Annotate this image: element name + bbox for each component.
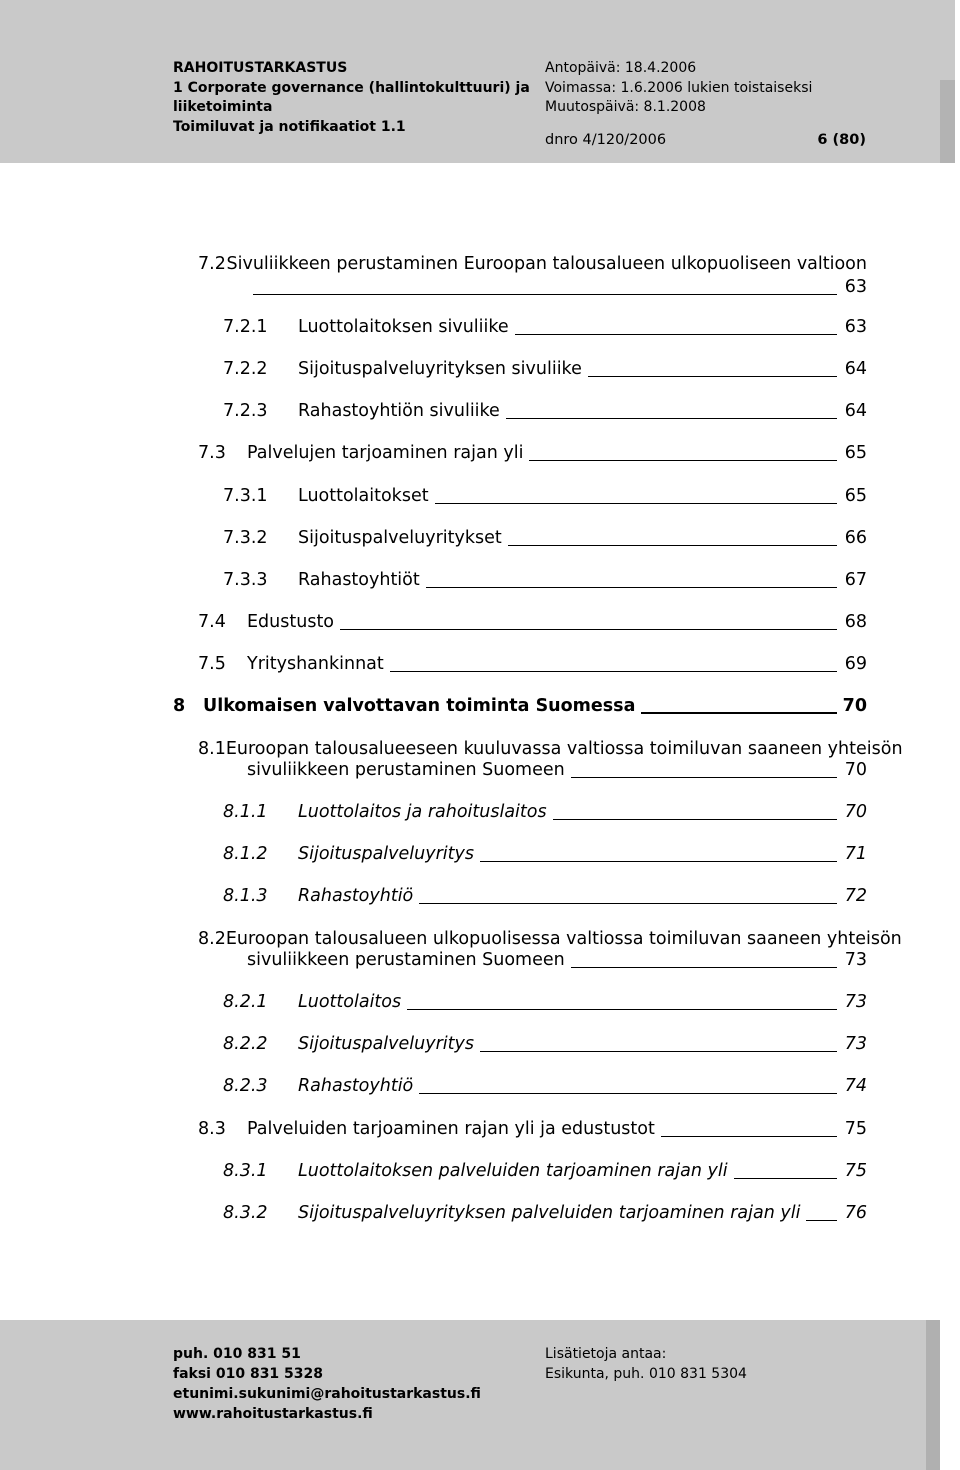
toc-entry[interactable]	[223, 1161, 867, 1182]
toc-number: 8.1.1	[223, 802, 268, 822]
toc-page: 63	[844, 277, 867, 297]
toc-leader	[426, 587, 837, 588]
toc-entry[interactable]	[223, 802, 867, 823]
toc-number: 7.5	[198, 654, 226, 674]
toc-title: Rahastoyhtiöt	[298, 570, 420, 590]
toc-number: 7.3	[198, 443, 226, 463]
issued-date: Antopäivä: 18.4.2006	[545, 60, 697, 76]
toc-entry[interactable]	[223, 1034, 867, 1055]
toc-number: 8.1	[198, 739, 226, 759]
org-name: RAHOITUSTARKASTUS	[173, 60, 348, 76]
toc-number: 7.2.1	[223, 317, 268, 337]
toc-title: Luottolaitos	[298, 992, 402, 1012]
header-shadow	[940, 80, 955, 163]
toc-title-continued: sivuliikkeen perustaminen Suomeen	[247, 760, 565, 780]
toc-number: 8.1.3	[223, 886, 268, 906]
toc-title: Yrityshankinnat	[247, 654, 384, 674]
toc-page: 75	[844, 1119, 867, 1139]
toc-entry[interactable]	[198, 1119, 867, 1140]
toc-title: Luottolaitos ja rahoituslaitos	[298, 802, 547, 822]
toc-title: Edustusto	[247, 612, 335, 632]
toc-leader	[419, 1093, 837, 1094]
toc-page: 73	[844, 992, 867, 1012]
toc-leader	[571, 967, 837, 968]
toc-leader	[390, 671, 837, 672]
toc-entry[interactable]	[223, 1076, 867, 1097]
toc-leader	[734, 1178, 837, 1179]
toc-page: 74	[844, 1076, 867, 1096]
header-section-line: 1 Corporate governance (hallintokulttuuri) ja	[173, 79, 530, 96]
toc-number: 7.3.3	[223, 570, 268, 590]
toc-number: 8.2.2	[223, 1034, 268, 1054]
toc-number: 8.3	[198, 1119, 226, 1139]
toc-page: 70	[844, 760, 867, 780]
toc-title: Euroopan talousalueen ulkopuolisessa valtiossa toimiluvan saaneen yhteisön	[225, 929, 902, 949]
toc-title: Sijoituspalveluyritykset	[298, 528, 502, 548]
toc-entry-chapter[interactable]	[173, 696, 867, 717]
header-right	[545, 59, 875, 150]
toc-title: Ulkomaisen valvottavan toiminta Suomessa	[203, 696, 636, 716]
toc-entry[interactable]	[223, 886, 867, 907]
toc-title: Rahastoyhtiö	[298, 886, 414, 906]
toc-title-continued: sivuliikkeen perustaminen Suomeen	[247, 950, 565, 970]
toc-entry[interactable]	[198, 254, 867, 298]
toc-entry[interactable]	[223, 1203, 867, 1224]
toc-title: Sijoituspalveluyrityksen palveluiden tarjoaminen rajan yli	[298, 1203, 801, 1223]
modified-date: Muutospäivä: 8.1.2008	[545, 99, 706, 115]
toc-page: 73	[844, 950, 867, 970]
toc-entry[interactable]	[223, 844, 867, 865]
toc-page: 71	[844, 844, 867, 864]
toc-entry[interactable]	[223, 992, 867, 1013]
header-subsection-line: Toimiluvat ja notifikaatiot 1.1	[173, 118, 406, 135]
valid-date: Voimassa: 1.6.2006 lukien toistaiseksi	[545, 79, 813, 96]
toc-page: 70	[842, 696, 867, 716]
toc-page: 72	[844, 886, 867, 906]
toc-leader	[806, 1220, 837, 1221]
toc-leader	[571, 777, 837, 778]
toc-number: 7.2.2	[223, 359, 268, 379]
toc-number: 8.2.1	[223, 992, 268, 1012]
toc-entry[interactable]	[198, 929, 902, 971]
toc-entry[interactable]	[223, 570, 867, 591]
toc-leader	[515, 334, 837, 335]
toc-number: 8.2.3	[223, 1076, 268, 1096]
toc-leader	[506, 418, 837, 419]
toc-entry[interactable]	[223, 528, 867, 549]
toc-entry[interactable]	[198, 739, 903, 781]
toc-leader	[253, 294, 837, 295]
toc-leader	[480, 861, 837, 862]
toc-title: Palveluiden tarjoaminen rajan yli ja edustustot	[247, 1119, 655, 1139]
footer-phone: puh. 010 831 51	[173, 1346, 301, 1362]
toc-number: 7.2	[198, 254, 226, 274]
footer-right	[545, 1344, 747, 1384]
toc-leader	[553, 819, 837, 820]
toc-number: 7.4	[198, 612, 226, 632]
toc-number: 8	[173, 696, 186, 716]
footer-website[interactable]: www.rahoitustarkastus.fi	[173, 1406, 373, 1422]
toc-leader	[340, 629, 837, 630]
toc-page: 69	[844, 654, 867, 674]
toc-leader	[435, 503, 837, 504]
toc-title: Palvelujen tarjoaminen rajan yli	[247, 443, 524, 463]
toc-title: Luottolaitoksen sivuliike	[298, 317, 509, 337]
toc-leader	[661, 1136, 837, 1137]
toc-page: 63	[844, 317, 867, 337]
toc-page: 70	[844, 802, 867, 822]
toc-title: Rahastoyhtiön sivuliike	[298, 401, 500, 421]
toc-entry[interactable]	[223, 359, 867, 380]
toc-title: Sijoituspalveluyrityksen sivuliike	[298, 359, 582, 379]
toc-entry[interactable]	[223, 317, 867, 338]
page-number: 6 (80)	[817, 131, 866, 148]
toc-entry[interactable]	[198, 612, 867, 633]
toc-page: 64	[844, 401, 867, 421]
toc-number: 8.3.1	[223, 1161, 268, 1181]
footer-shadow	[926, 1320, 940, 1470]
toc-number: 8.3.2	[223, 1203, 268, 1223]
toc-title: Luottolaitoksen palveluiden tarjoaminen rajan yli	[298, 1161, 728, 1181]
toc-page: 73	[844, 1034, 867, 1054]
toc-page: 66	[844, 528, 867, 548]
toc-leader	[588, 376, 837, 377]
header-section-line: liiketoiminta	[173, 99, 273, 115]
toc-number: 8.2	[198, 929, 226, 949]
toc-number: 8.1.2	[223, 844, 268, 864]
toc-entry[interactable]	[223, 401, 867, 422]
toc-title: Sivuliikkeen perustaminen Euroopan talousalueen ulkopuoliseen valtioon	[226, 254, 867, 274]
toc-number: 7.3.2	[223, 528, 268, 548]
toc-page: 65	[844, 486, 867, 506]
toc-title: Sijoituspalveluyritys	[298, 1034, 474, 1054]
footer-email[interactable]: etunimi.sukunimi@rahoitustarkastus.fi	[173, 1386, 481, 1402]
footer-info-contact: Esikunta, puh. 010 831 5304	[545, 1366, 747, 1382]
toc-title: Sijoituspalveluyritys	[298, 844, 474, 864]
footer-info-label: Lisätietoja antaa:	[545, 1346, 667, 1362]
toc-leader	[508, 545, 837, 546]
header-left	[173, 59, 533, 137]
toc-title: Euroopan talousalueeseen kuuluvassa valtiossa toimiluvan saaneen yhteisön	[225, 739, 903, 759]
toc-leader	[529, 460, 837, 461]
dnro: dnro 4/120/2006	[545, 131, 667, 148]
toc-leader	[407, 1009, 837, 1010]
toc-page: 68	[844, 612, 867, 632]
footer-fax: faksi 010 831 5328	[173, 1366, 324, 1382]
toc-entry[interactable]	[198, 654, 867, 675]
toc-title: Luottolaitokset	[298, 486, 429, 506]
toc-page: 75	[844, 1161, 867, 1181]
toc-number: 7.3.1	[223, 486, 268, 506]
toc-page: 64	[844, 359, 867, 379]
toc-entry[interactable]	[223, 486, 867, 507]
toc-leader	[419, 903, 837, 904]
toc-page: 67	[844, 570, 867, 590]
toc-entry[interactable]	[198, 443, 867, 464]
toc-leader	[641, 712, 837, 714]
toc-page: 76	[844, 1203, 867, 1223]
toc-number: 7.2.3	[223, 401, 268, 421]
toc-page: 65	[844, 443, 867, 463]
toc-leader	[480, 1051, 837, 1052]
toc-title: Rahastoyhtiö	[298, 1076, 414, 1096]
footer-left	[173, 1344, 481, 1424]
